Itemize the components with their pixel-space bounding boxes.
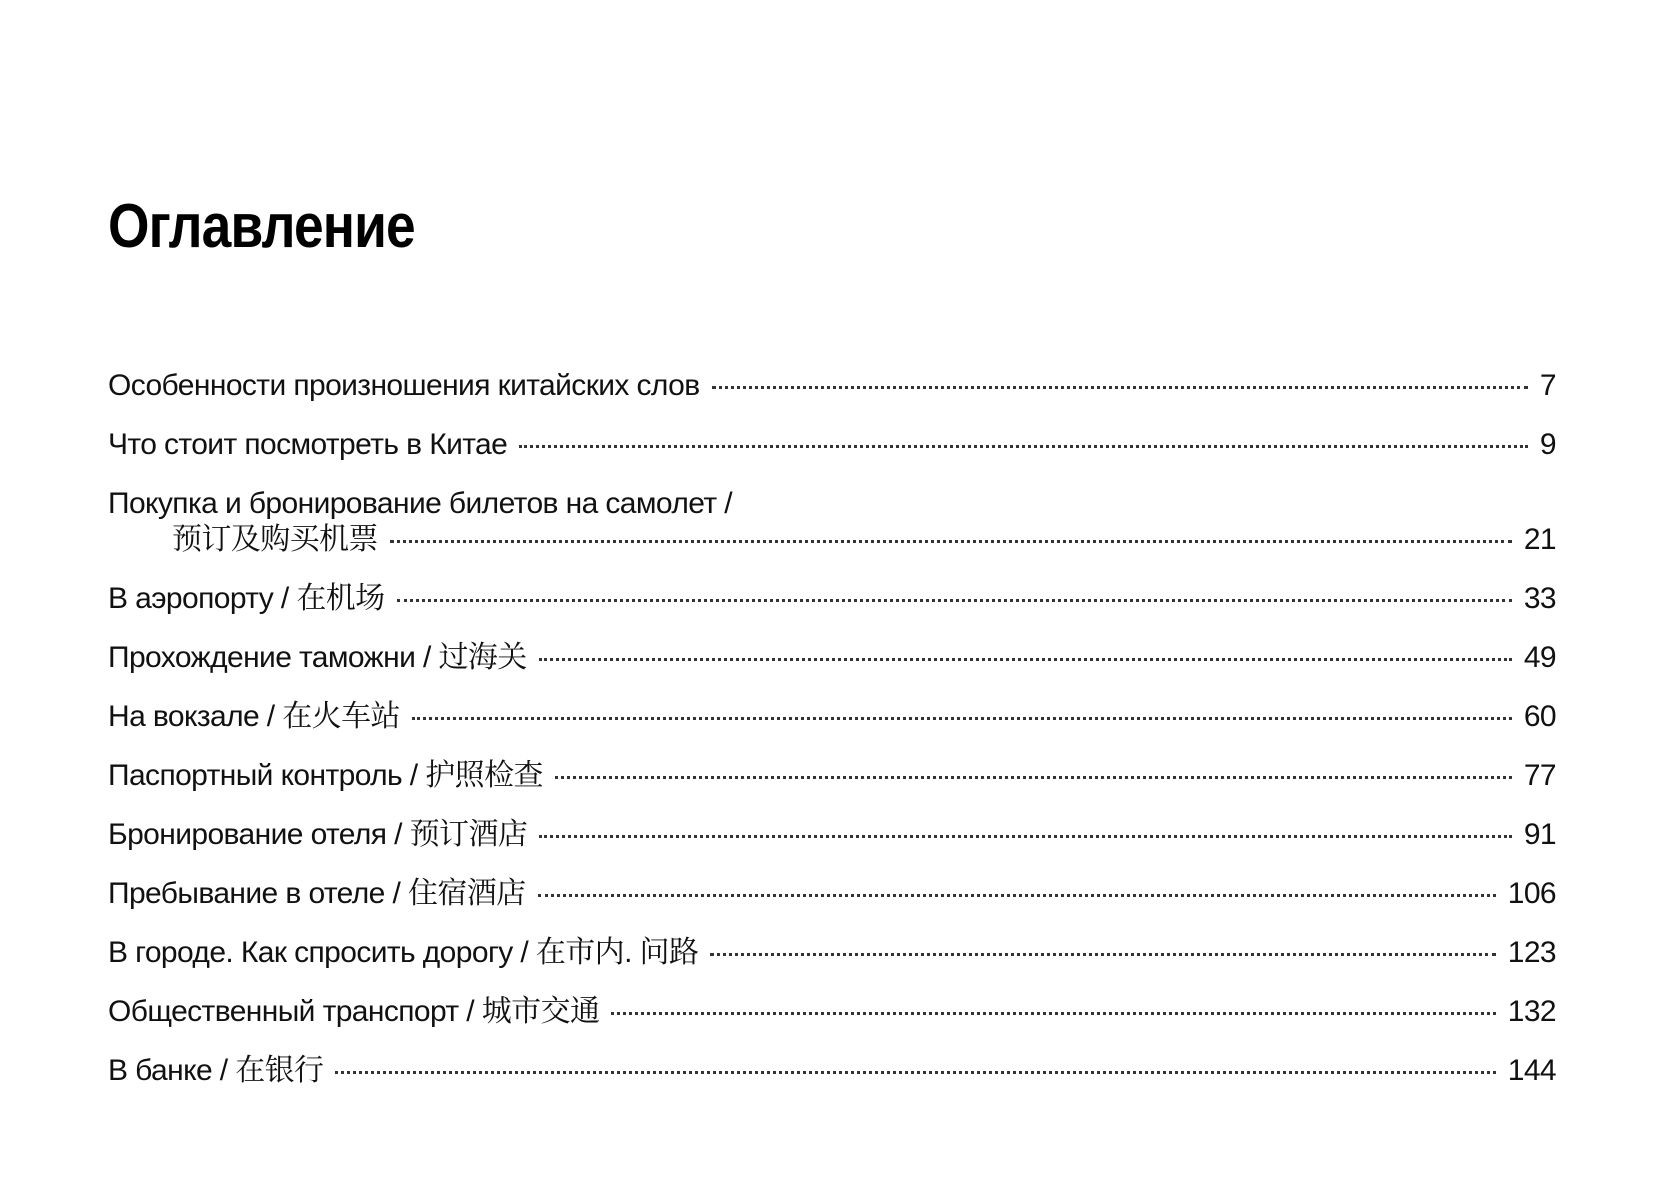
toc-page-number: 144 <box>1507 1054 1556 1087</box>
toc-entry[interactable] <box>108 817 1556 853</box>
toc-page-number: 7 <box>1539 369 1556 402</box>
toc-entry-title: Покупка и бронирование билетов на самолет / <box>108 487 732 520</box>
toc-page-number: 123 <box>1507 936 1556 969</box>
toc-entry[interactable] <box>108 994 1556 1030</box>
dot-leader <box>390 540 1512 543</box>
dot-leader <box>539 835 1512 838</box>
toc-page-number: 77 <box>1523 759 1556 792</box>
toc-entry-title: На вокзале / 在火车站 <box>108 700 400 733</box>
dot-leader <box>611 1012 1495 1015</box>
toc-entry-title: Прохождение таможни / 过海关 <box>108 641 527 674</box>
toc-entry-title: В банке / 在银行 <box>108 1054 324 1087</box>
toc-entry-title-continuation: 预订及购买机票 <box>172 523 378 556</box>
toc-entry[interactable] <box>108 581 1556 617</box>
toc-entry[interactable] <box>108 935 1556 971</box>
dot-leader <box>712 386 1528 389</box>
toc-page-number: 91 <box>1523 818 1556 851</box>
toc-entry[interactable] <box>108 699 1556 735</box>
toc-entry[interactable] <box>108 640 1556 676</box>
toc-page-number: 60 <box>1523 700 1556 733</box>
table-of-contents <box>108 368 1556 1112</box>
toc-entry-title: Паспортный контроль / 护照检查 <box>108 759 543 792</box>
toc-page-number: 106 <box>1507 877 1556 910</box>
toc-entry[interactable] <box>108 486 1556 558</box>
toc-entry-title: В городе. Как спросить дорогу / 在市内. 问路 <box>108 936 699 969</box>
toc-entry-title: Общественный транспорт / 城市交通 <box>108 995 600 1028</box>
page-title: Оглавление <box>108 192 415 261</box>
dot-leader <box>539 658 1512 661</box>
toc-page-number: 49 <box>1523 641 1556 674</box>
toc-entry[interactable] <box>108 427 1556 463</box>
dot-leader <box>519 445 1528 448</box>
toc-entry-title: Пребывание в отеле / 住宿酒店 <box>108 877 526 910</box>
toc-page-number: 132 <box>1507 995 1556 1028</box>
toc-page-number: 9 <box>1539 428 1556 461</box>
dot-leader <box>335 1071 1495 1074</box>
dot-leader <box>555 776 1512 779</box>
toc-entry-title: Особенности произношения китайских слов <box>108 369 700 402</box>
toc-entry-title: Бронирование отеля / 预订酒店 <box>108 818 528 851</box>
dot-leader <box>710 953 1495 956</box>
toc-entry[interactable] <box>108 758 1556 794</box>
toc-page-number: 21 <box>1523 523 1556 556</box>
toc-page-number: 33 <box>1523 582 1556 615</box>
dot-leader <box>538 894 1496 897</box>
toc-entry[interactable] <box>108 368 1556 404</box>
toc-entry[interactable] <box>108 1053 1556 1089</box>
dot-leader <box>397 599 1512 602</box>
toc-entry-title: В аэропорту / 在机场 <box>108 582 385 615</box>
toc-entry[interactable] <box>108 876 1556 912</box>
toc-entry-title: Что стоит посмотреть в Китае <box>108 428 508 461</box>
dot-leader <box>412 717 1512 720</box>
